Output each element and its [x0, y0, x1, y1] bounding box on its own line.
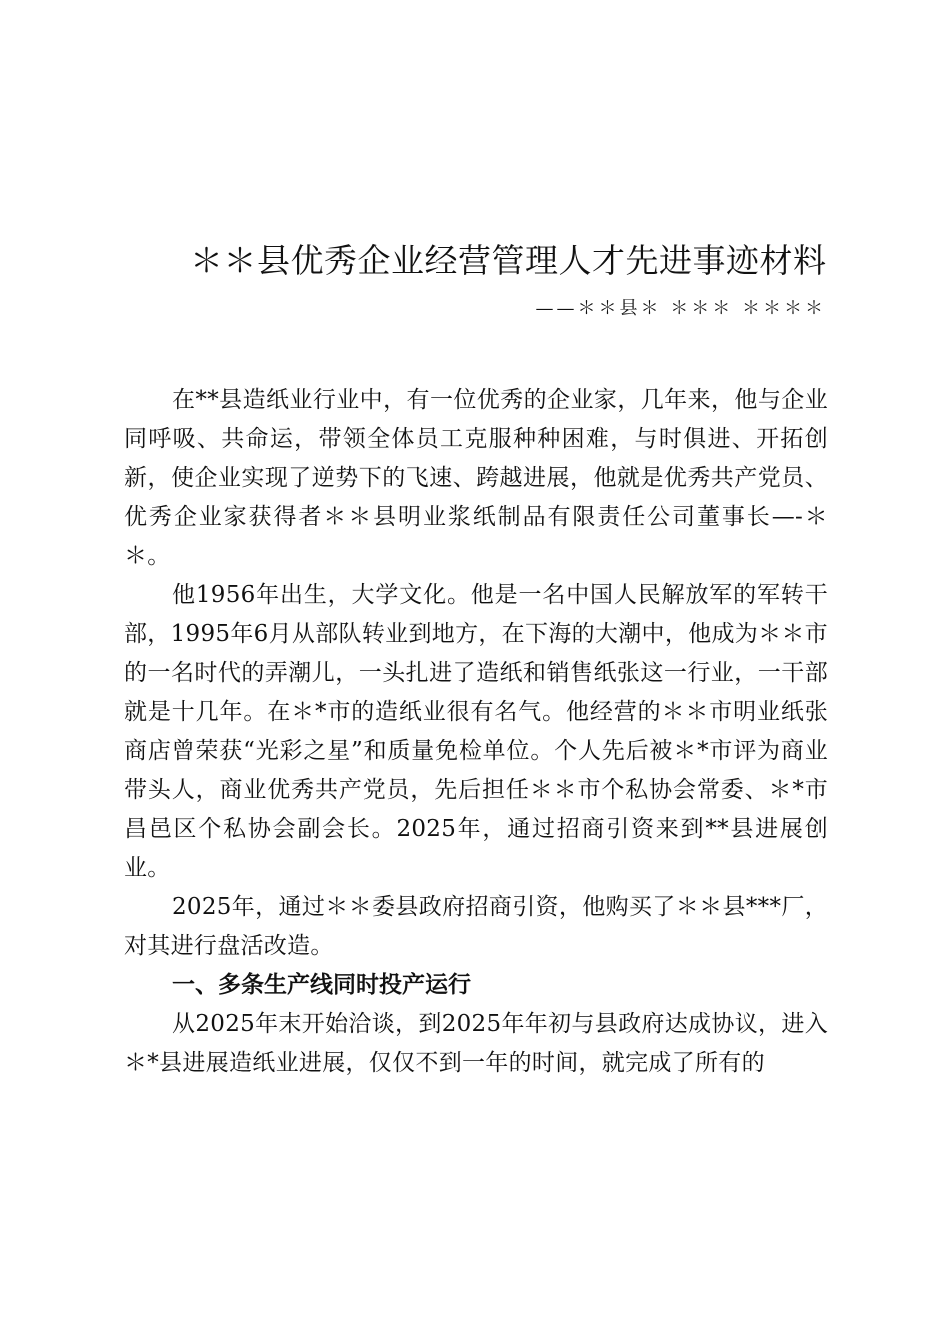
section-heading: 一、多条生产线同时投产运行 — [172, 972, 471, 998]
document-title: ＊＊县优秀企业经营管理人才先进事迹材料 — [190, 241, 827, 280]
document-subtitle: ——＊＊县＊ ＊＊＊ ＊＊＊＊ — [535, 298, 826, 319]
body-paragraph: 在**县造纸业行业中，有一位优秀的企业家，几年来，他与企业同呼吸、共命运，带领全体员工克服种种困难，与时俱进、开拓创新，使企业实现了逆势下的飞速、跨越进展，他就是优秀共产党员、优秀企业家获得者＊＊县明业浆纸制品有限责任公司董事长—-＊＊。 — [124, 387, 828, 569]
body-paragraph: 他1956年出生，大学文化。他是一名中国人民解放军的军转干部，1995年6月从部队转业到地方，在下海的大潮中，他成为＊＊市的一名时代的弄潮儿，一头扎进了造纸和销售纸张这一行业，一干部就是十几年。在＊*市的造纸业很有名气。他经营的＊＊市明业纸张商店曾荣获“光彩之星”和质量免检单位。个人先后被＊*市评为商业带头人，商业优秀共产党员，先后担任＊＊市个私协会常委、＊*市昌邑区个私协会副会长。2025年，通过招商引资来到**县进展创业。 — [124, 582, 828, 881]
document-body — [124, 381, 828, 1083]
body-paragraph: 从2025年末开始洽谈，到2025年年初与县政府达成协议，进入＊*县进展造纸业进展，仅仅不到一年的时间，就完成了所有的 — [124, 1011, 828, 1076]
body-paragraph: 2025年，通过＊＊委县政府招商引资，他购买了＊＊县***厂，对其进行盘活改造。 — [124, 894, 828, 959]
